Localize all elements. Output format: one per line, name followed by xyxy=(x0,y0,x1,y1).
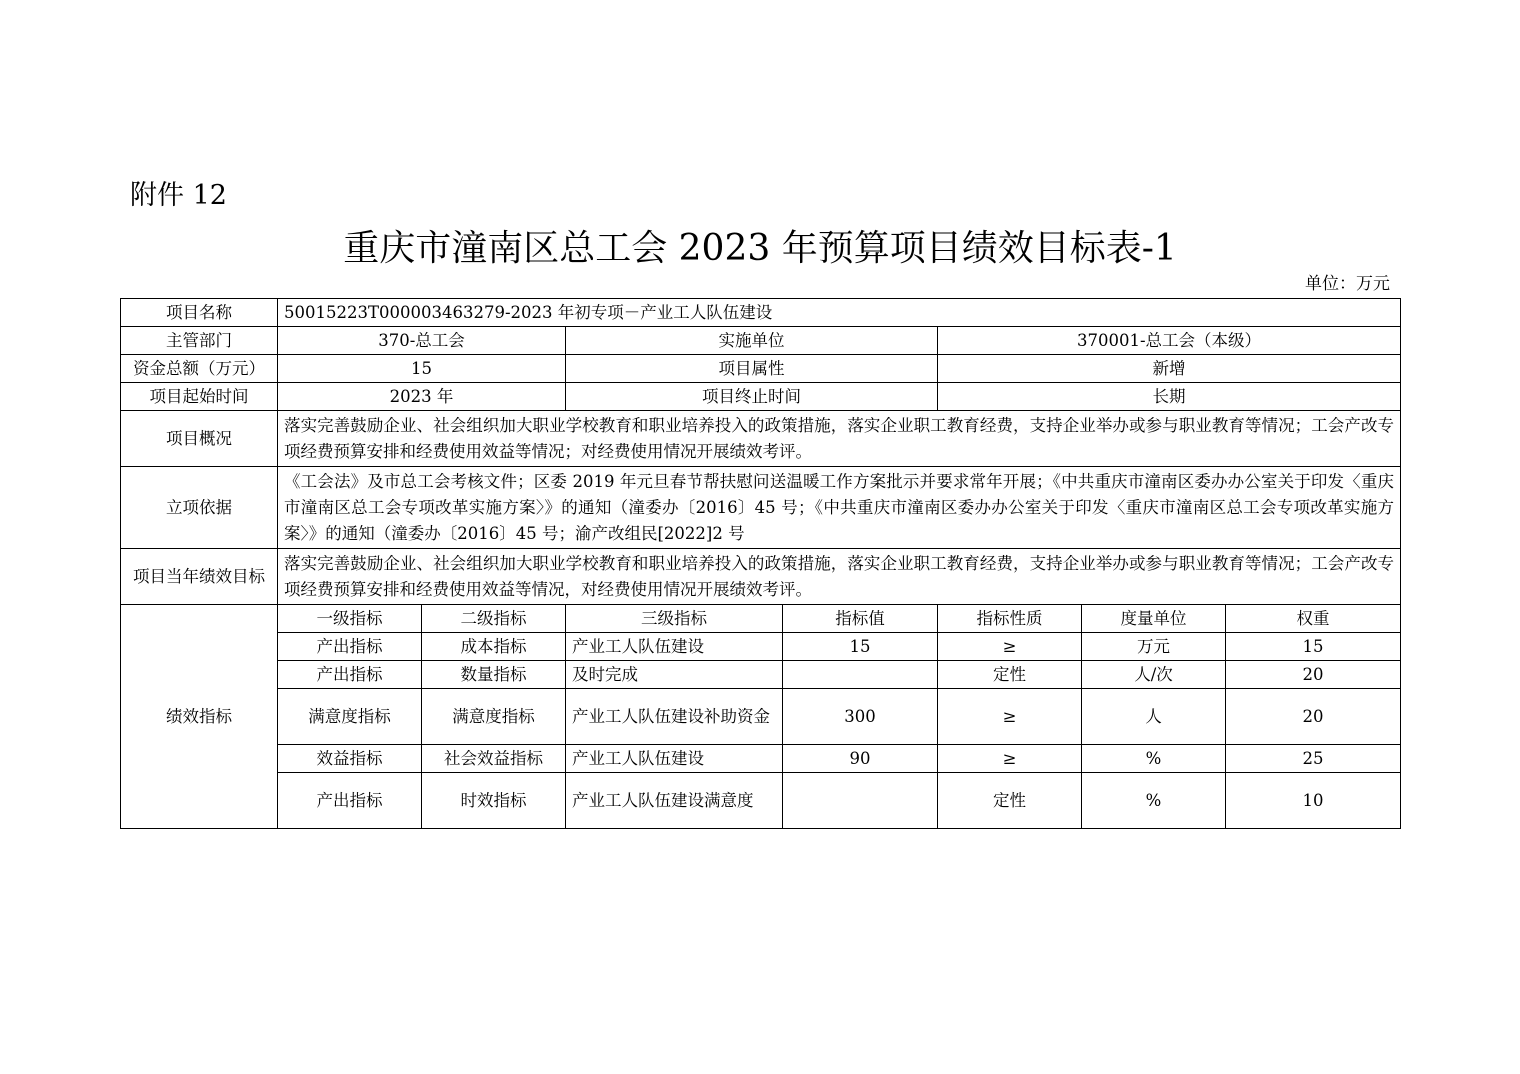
attachment-label: 附件 12 xyxy=(130,180,227,211)
row-annual-goal xyxy=(121,549,1401,605)
indicator-level2: 时效指标 xyxy=(422,773,566,829)
indicator-weight: 20 xyxy=(1226,689,1401,745)
indicator-level1: 产出指标 xyxy=(278,633,422,661)
row-funds xyxy=(121,355,1401,383)
header-level3: 三级指标 xyxy=(566,605,783,633)
project-name-value: 50015223T000003463279-2023 年初专项－产业工人队伍建设 xyxy=(278,299,1401,327)
row-overview xyxy=(121,411,1401,467)
indicator-header-row xyxy=(121,605,1401,633)
indicator-row xyxy=(121,773,1401,829)
indicator-level3: 产业工人队伍建设 xyxy=(566,633,783,661)
start-time-label: 项目起始时间 xyxy=(121,383,278,411)
indicator-level2: 满意度指标 xyxy=(422,689,566,745)
project-attribute-label: 项目属性 xyxy=(566,355,938,383)
indicator-level1: 效益指标 xyxy=(278,745,422,773)
row-project-name xyxy=(121,299,1401,327)
project-attribute-value: 新增 xyxy=(938,355,1401,383)
row-department xyxy=(121,327,1401,355)
unit-label: 单位：万元 xyxy=(1305,274,1390,294)
indicator-level3: 产业工人队伍建设补助资金 xyxy=(566,689,783,745)
indicator-level3: 产业工人队伍建设满意度 xyxy=(566,773,783,829)
indicator-value xyxy=(783,773,938,829)
indicator-row xyxy=(121,633,1401,661)
indicator-value xyxy=(783,661,938,689)
implementing-unit-label: 实施单位 xyxy=(566,327,938,355)
indicator-nature: ≥ xyxy=(938,689,1082,745)
funds-total-value: 15 xyxy=(278,355,566,383)
indicator-row xyxy=(121,689,1401,745)
row-period xyxy=(121,383,1401,411)
header-level2: 二级指标 xyxy=(422,605,566,633)
indicator-unit: % xyxy=(1082,745,1226,773)
indicator-level1: 产出指标 xyxy=(278,773,422,829)
header-target-value: 指标值 xyxy=(783,605,938,633)
indicator-unit: % xyxy=(1082,773,1226,829)
indicator-nature: ≥ xyxy=(938,745,1082,773)
indicator-unit: 人 xyxy=(1082,689,1226,745)
annual-goal-label: 项目当年绩效目标 xyxy=(121,549,278,605)
indicator-weight: 20 xyxy=(1226,661,1401,689)
overview-value: 落实完善鼓励企业、社会组织加大职业学校教育和职业培养投入的政策措施，落实企业职工教育经费，支持企业举办或参与职业教育等情况；工会产改专项经费预算安排和经费使用效益等情况；对经费使用情况开展绩效考评。 xyxy=(278,411,1401,467)
indicator-nature: 定性 xyxy=(938,661,1082,689)
basis-label: 立项依据 xyxy=(121,467,278,549)
department-label: 主管部门 xyxy=(121,327,278,355)
end-time-label: 项目终止时间 xyxy=(566,383,938,411)
indicator-value: 15 xyxy=(783,633,938,661)
indicator-row xyxy=(121,745,1401,773)
indicator-level3: 及时完成 xyxy=(566,661,783,689)
indicator-weight: 25 xyxy=(1226,745,1401,773)
indicator-row xyxy=(121,661,1401,689)
indicator-nature: ≥ xyxy=(938,633,1082,661)
department-value: 370-总工会 xyxy=(278,327,566,355)
indicators-section-label: 绩效指标 xyxy=(121,605,278,829)
page-title: 重庆市潼南区总工会 2023 年预算项目绩效目标表-1 xyxy=(343,228,1177,269)
indicator-value: 90 xyxy=(783,745,938,773)
annual-goal-value: 落实完善鼓励企业、社会组织加大职业学校教育和职业培养投入的政策措施，落实企业职工教育经费，支持企业举办或参与职业教育等情况；工会产改专项经费预算安排和经费使用效益等情况，对经费使用情况开展绩效考评。 xyxy=(278,549,1401,605)
indicator-level2: 成本指标 xyxy=(422,633,566,661)
indicator-unit: 万元 xyxy=(1082,633,1226,661)
funds-total-label: 资金总额（万元） xyxy=(121,355,278,383)
header-unit: 度量单位 xyxy=(1082,605,1226,633)
row-basis xyxy=(121,467,1401,549)
indicator-unit: 人/次 xyxy=(1082,661,1226,689)
indicator-level3: 产业工人队伍建设 xyxy=(566,745,783,773)
performance-target-table xyxy=(120,298,1401,829)
indicator-weight: 10 xyxy=(1226,773,1401,829)
start-time-value: 2023 年 xyxy=(278,383,566,411)
indicator-weight: 15 xyxy=(1226,633,1401,661)
indicator-level1: 产出指标 xyxy=(278,661,422,689)
header-nature: 指标性质 xyxy=(938,605,1082,633)
indicator-level2: 数量指标 xyxy=(422,661,566,689)
basis-value: 《工会法》及市总工会考核文件；区委 2019 年元旦春节帮扶慰问送温暖工作方案批示并要求常年开展；《中共重庆市潼南区委办办公室关于印发〈重庆市潼南区总工会专项改革实施方案〉》的通知（潼委办〔2016〕45 号；《中共重庆市潼南区委办办公室关于印发〈重庆市潼南区总工会专项改革实施方案〉》的通知（潼委办〔2016〕45 号；渝产改组民[2022]2 号 xyxy=(278,467,1401,549)
indicator-value: 300 xyxy=(783,689,938,745)
overview-label: 项目概况 xyxy=(121,411,278,467)
end-time-value: 长期 xyxy=(938,383,1401,411)
header-weight: 权重 xyxy=(1226,605,1401,633)
implementing-unit-value: 370001-总工会（本级） xyxy=(938,327,1401,355)
indicator-level1: 满意度指标 xyxy=(278,689,422,745)
header-level1: 一级指标 xyxy=(278,605,422,633)
indicator-level2: 社会效益指标 xyxy=(422,745,566,773)
indicator-nature: 定性 xyxy=(938,773,1082,829)
project-name-label: 项目名称 xyxy=(121,299,278,327)
